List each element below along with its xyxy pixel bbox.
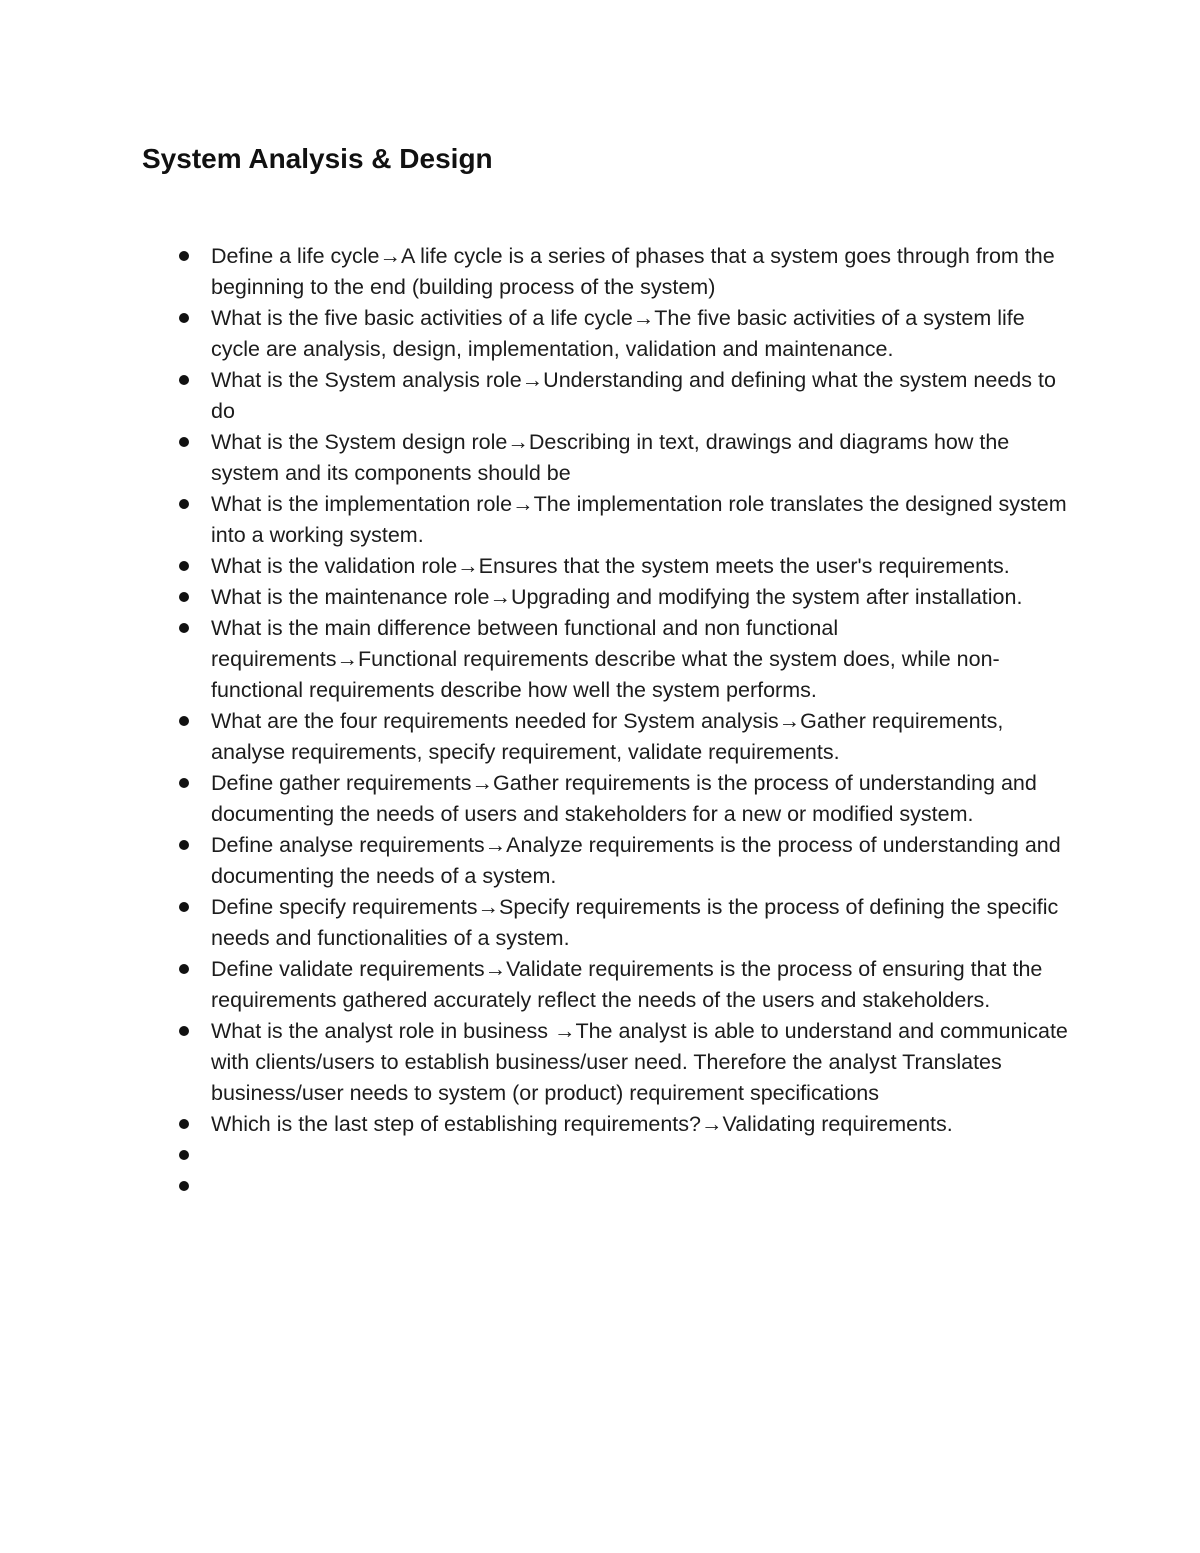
list-item-text: Define gather requirements→Gather requirements is the process of understanding and documenting the needs of users and stakeholders for a new or modified system. [211,771,1037,826]
list-item-text: Define specify requirements→Specify requirements is the process of defining the specific needs and functionalities of a system. [211,895,1059,950]
list-item [0,706,1071,768]
list-item [0,241,1071,303]
list-item-empty [0,1171,1071,1202]
bullet-dot-icon [179,623,189,633]
bullet-dot-icon [179,437,189,447]
list-item-empty [0,1140,1071,1171]
bullet-list [0,241,1200,1202]
list-item-text: What is the maintenance role→Upgrading and modifying the system after installation. [211,585,1023,609]
bullet-dot-icon [179,592,189,602]
list-item [0,303,1071,365]
bullet-dot-icon [179,499,189,509]
list-item-text: Define validate requirements→Validate requirements is the process of ensuring that the requirements gathered accurately reflect the needs of the users and stakeholders. [211,957,1043,1012]
bullet-dot-icon [179,902,189,912]
list-item [0,489,1071,551]
list-item-text: Define analyse requirements→Analyze requirements is the process of understanding and documenting the needs of a system. [211,833,1061,888]
document-title: System Analysis & Design [142,143,493,174]
list-item-text: Define a life cycle→A life cycle is a series of phases that a system goes through from the beginning to the end (building process of the system) [211,244,1055,299]
list-item [0,582,1071,613]
bullet-dot-icon [179,840,189,850]
list-item [0,768,1071,830]
list-item [0,551,1071,582]
bullet-dot-icon [179,964,189,974]
list-item-text: What is the System analysis role→Understanding and defining what the system needs to do [211,368,1056,423]
bullet-dot-icon [179,313,189,323]
bullet-dot-icon [179,778,189,788]
bullet-dot-icon [179,561,189,571]
bullet-dot-icon [179,1119,189,1129]
bullet-dot-icon [179,1181,189,1191]
list-item [0,1016,1071,1109]
list-item [0,1109,1071,1140]
bullet-dot-icon [179,716,189,726]
list-item [0,427,1071,489]
list-item [0,365,1071,427]
bullet-dot-icon [179,1150,189,1160]
bullet-dot-icon [179,375,189,385]
list-item [0,613,1071,706]
list-item-text: What is the System design role→Describing in text, drawings and diagrams how the system and its components should be [211,430,1010,485]
list-item-text: What is the validation role→Ensures that the system meets the user's requirements. [211,554,1010,578]
list-item-text: What are the four requirements needed for System analysis→Gather requirements, analyse requirements, specify requirement, validate requirements. [211,709,1004,764]
list-item-text: What is the five basic activities of a life cycle→The five basic activities of a system life cycle are analysis, design, implementation, validation and maintenance. [211,306,1025,361]
list-item-text: What is the main difference between functional and non functional requirements→Functional requirements describe what the system does, while non-functional requirements describe how well the system performs. [211,616,1000,702]
list-item-text: Which is the last step of establishing requirements?→Validating requirements. [211,1112,953,1136]
list-item [0,830,1071,892]
list-item-text: What is the implementation role→The implementation role translates the designed system into a working system. [211,492,1067,547]
bullet-dot-icon [179,1026,189,1036]
list-item [0,892,1071,954]
bullet-dot-icon [179,251,189,261]
list-item [0,954,1071,1016]
list-item-text: What is the analyst role in business →The analyst is able to understand and communicate with clients/users to establish business/user need. Therefore the analyst Translates business/user needs to system (or product) requirement specifications [211,1019,1068,1105]
